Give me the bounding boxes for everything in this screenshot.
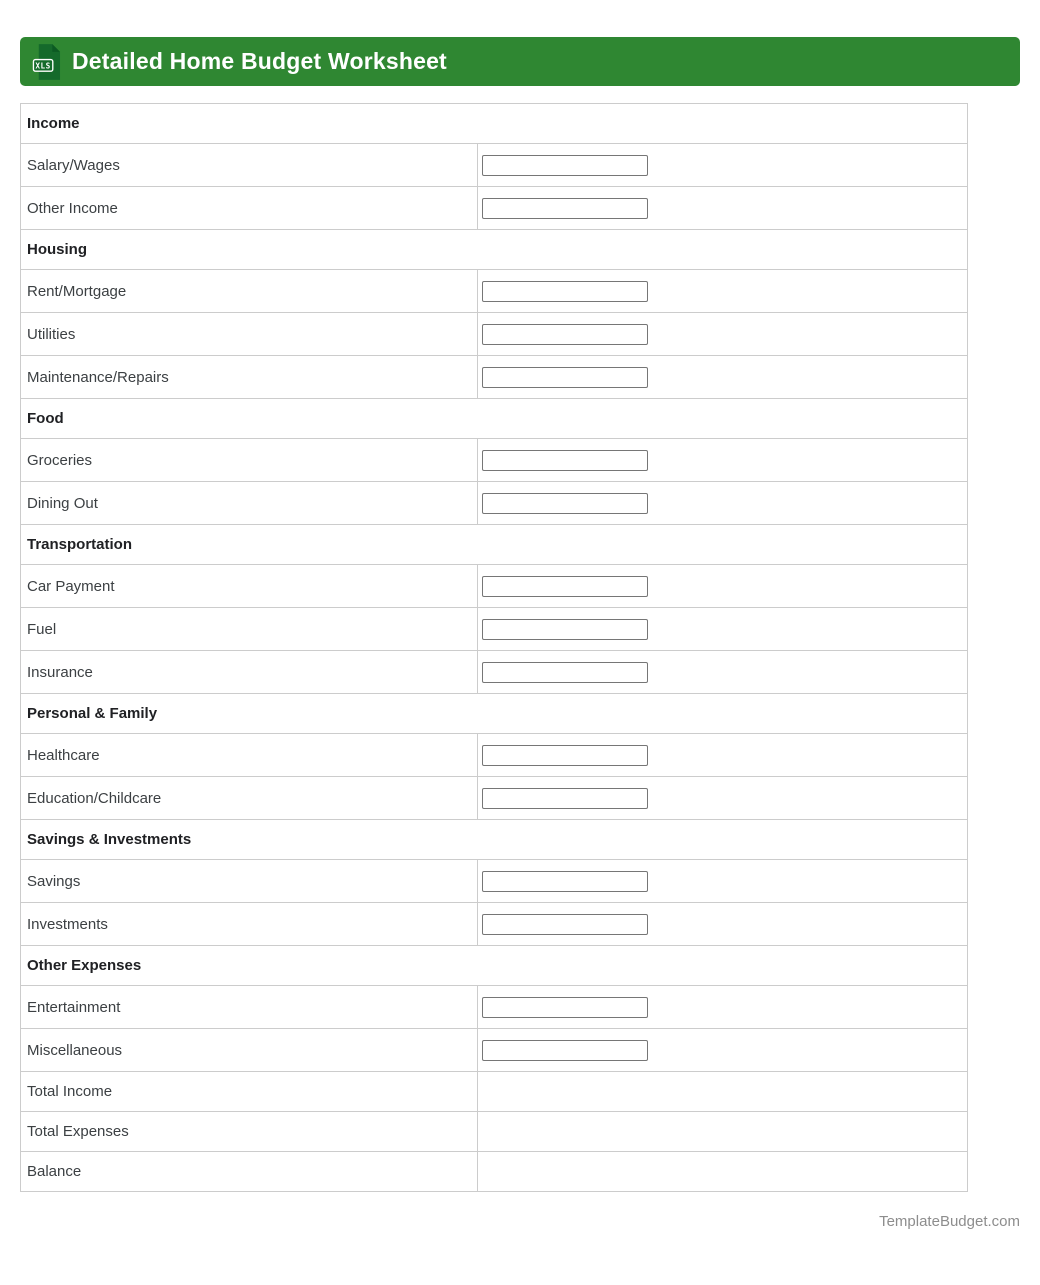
healthcare-label: Healthcare [21,734,478,777]
utilities-label: Utilities [21,313,478,356]
table-row [21,270,968,313]
maintenance-repairs-input[interactable] [482,367,648,388]
table-row [21,860,968,903]
rent-mortgage-input[interactable] [482,281,648,302]
transportation-section-label: Transportation [21,525,968,565]
budget-table-body [21,104,968,1192]
xls-icon-label: XLS [35,60,51,70]
utilities-value-cell [478,313,968,356]
fuel-label: Fuel [21,608,478,651]
fuel-input[interactable] [482,619,648,640]
salary-wages-label: Salary/Wages [21,144,478,187]
investments-input[interactable] [482,914,648,935]
budget-table [20,103,968,1192]
education-childcare-input[interactable] [482,788,648,809]
education-childcare-value-cell [478,777,968,820]
total-row [21,1152,968,1192]
car-payment-label: Car Payment [21,565,478,608]
entertainment-input[interactable] [482,997,648,1018]
car-payment-value-cell [478,565,968,608]
table-row [21,187,968,230]
section-row [21,820,968,860]
other-expenses-section-label: Other Expenses [21,946,968,986]
table-row [21,313,968,356]
fuel-value-cell [478,608,968,651]
insurance-input[interactable] [482,662,648,683]
investments-value-cell [478,903,968,946]
site-footer: TemplateBudget.com [879,1213,1020,1230]
healthcare-input[interactable] [482,745,648,766]
education-childcare-label: Education/Childcare [21,777,478,820]
utilities-input[interactable] [482,324,648,345]
insurance-value-cell [478,651,968,694]
table-row [21,1029,968,1072]
total-income-value [478,1072,968,1112]
table-row [21,565,968,608]
savings-investments-section-label: Savings & Investments [21,820,968,860]
insurance-label: Insurance [21,651,478,694]
income-section-label: Income [21,104,968,144]
total-row [21,1112,968,1152]
entertainment-value-cell [478,986,968,1029]
table-row [21,777,968,820]
total-expenses-label: Total Expenses [21,1112,478,1152]
savings-value-cell [478,860,968,903]
xls-file-icon [32,43,61,81]
maintenance-repairs-value-cell [478,356,968,399]
dining-out-value-cell [478,482,968,525]
section-row [21,946,968,986]
salary-wages-value-cell [478,144,968,187]
total-row [21,1072,968,1112]
section-row [21,399,968,439]
table-row [21,734,968,777]
total-expenses-value [478,1112,968,1152]
table-row [21,986,968,1029]
groceries-value-cell [478,439,968,482]
table-row [21,356,968,399]
table-row [21,144,968,187]
healthcare-value-cell [478,734,968,777]
investments-label: Investments [21,903,478,946]
table-row [21,903,968,946]
personal-family-section-label: Personal & Family [21,694,968,734]
table-row [21,608,968,651]
miscellaneous-input[interactable] [482,1040,648,1061]
miscellaneous-label: Miscellaneous [21,1029,478,1072]
maintenance-repairs-label: Maintenance/Repairs [21,356,478,399]
section-row [21,525,968,565]
savings-label: Savings [21,860,478,903]
balance-value [478,1152,968,1192]
page-title: Detailed Home Budget Worksheet [72,48,447,74]
balance-label: Balance [21,1152,478,1192]
section-row [21,230,968,270]
other-income-value-cell [478,187,968,230]
food-section-label: Food [21,399,968,439]
rent-mortgage-label: Rent/Mortgage [21,270,478,313]
worksheet-header-bar [20,37,1020,86]
entertainment-label: Entertainment [21,986,478,1029]
total-income-label: Total Income [21,1072,478,1112]
dining-out-input[interactable] [482,493,648,514]
other-income-input[interactable] [482,198,648,219]
rent-mortgage-value-cell [478,270,968,313]
section-row [21,104,968,144]
savings-input[interactable] [482,871,648,892]
table-row [21,439,968,482]
groceries-input[interactable] [482,450,648,471]
groceries-label: Groceries [21,439,478,482]
section-row [21,694,968,734]
other-income-label: Other Income [21,187,478,230]
dining-out-label: Dining Out [21,482,478,525]
housing-section-label: Housing [21,230,968,270]
car-payment-input[interactable] [482,576,648,597]
table-row [21,482,968,525]
table-row [21,651,968,694]
miscellaneous-value-cell [478,1029,968,1072]
salary-wages-input[interactable] [482,155,648,176]
